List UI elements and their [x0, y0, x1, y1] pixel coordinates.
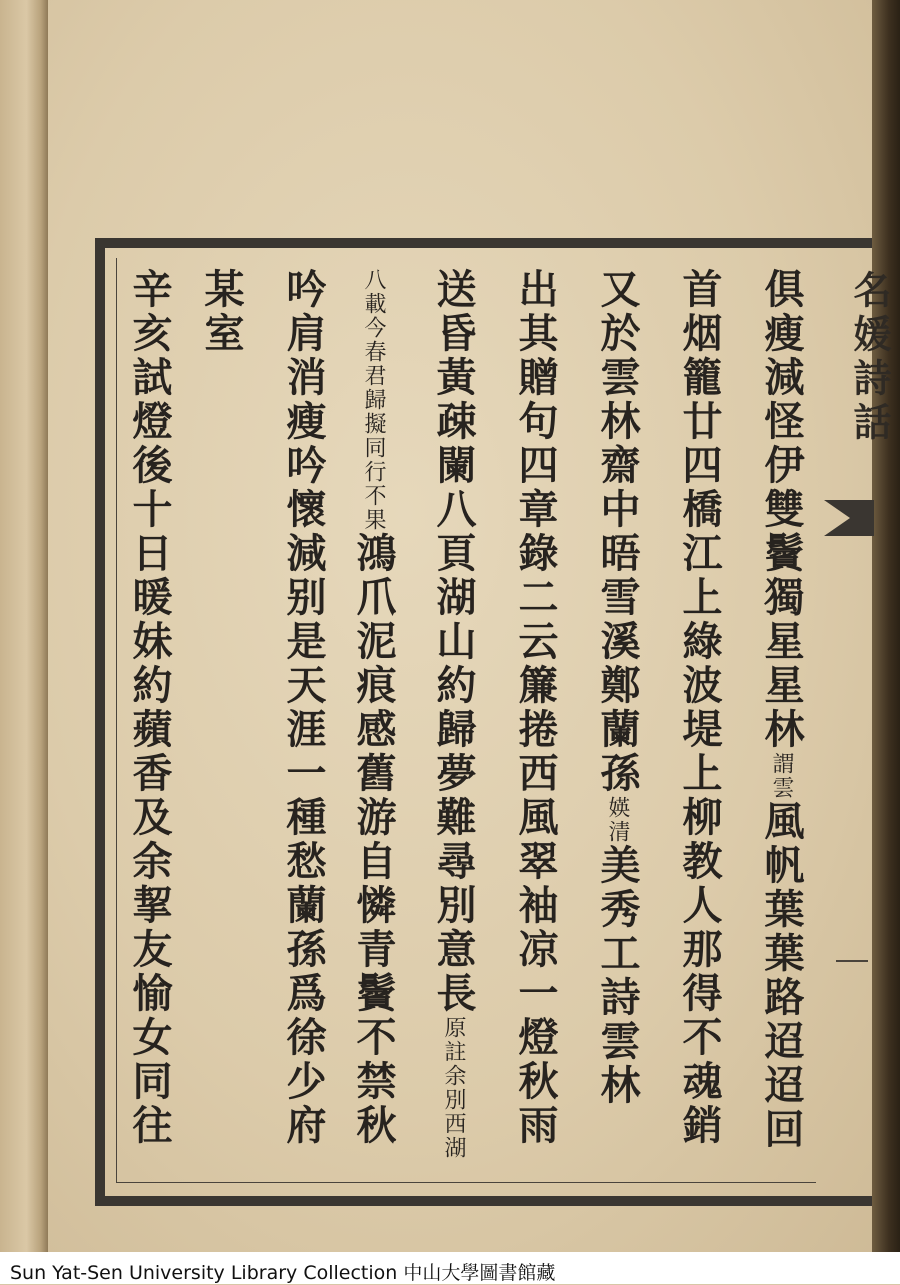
column-main-text: 首烟籠廿四橋江上綠波堤上柳教人那得不魂銷	[676, 268, 723, 1148]
book-title-banner: 名媛詩話	[847, 270, 892, 446]
text-column-3	[594, 268, 640, 1108]
text-column-7	[280, 268, 326, 1148]
column-tail-text: 風帆葉葉路迢迢回	[758, 800, 805, 1152]
column-main-text: 出其贈句四章錄二云簾捲西風翠袖凉一燈秋雨	[512, 268, 559, 1148]
column-main-text: 俱瘦減怪伊雙鬢獨星星林	[758, 268, 805, 752]
text-column-5	[430, 268, 476, 1160]
column-note: 八載今春君歸擬同行不果	[361, 268, 386, 532]
border-top	[95, 238, 872, 248]
page-stack-edge	[872, 0, 900, 1284]
column-main-text: 吟肩消瘦吟懷減别是天涯一種愁蘭孫爲徐少府	[280, 268, 327, 1148]
inner-border-bottom	[116, 1182, 816, 1183]
text-column-6	[350, 268, 396, 1148]
inner-border-left	[116, 258, 117, 1182]
column-note: 媖清	[605, 796, 630, 844]
column-main-text: 鴻爪泥痕感舊游自憐青鬢不禁秋	[350, 532, 397, 1148]
text-column-9	[126, 268, 172, 1148]
text-column-2	[676, 268, 722, 1148]
column-note: 謂雲	[769, 752, 794, 800]
text-column-1	[758, 268, 804, 1152]
page-gutter	[0, 0, 48, 1284]
text-column-8	[198, 268, 244, 356]
column-note: 原註余別西湖	[441, 1016, 466, 1160]
fold-mark	[836, 960, 868, 962]
collection-caption: Sun Yat-Sen University Library Collection 中山大學圖書館藏	[10, 1262, 556, 1284]
column-main-text: 某室	[198, 268, 245, 356]
column-tail-text: 美秀工詩雲林	[594, 844, 641, 1108]
text-column-4	[512, 268, 558, 1148]
column-main-text: 辛亥試燈後十日暖妹約蘋香及余挈友愉女同往	[126, 268, 173, 1148]
column-main-text: 送昏黃疎闌八頁湖山約歸夢難尋別意長	[430, 268, 477, 1016]
fish-tail-mark	[824, 500, 874, 536]
border-bottom	[95, 1196, 872, 1206]
column-main-text: 又於雲林齋中晤雪溪鄭蘭孫	[594, 268, 641, 796]
border-left	[95, 238, 105, 1206]
